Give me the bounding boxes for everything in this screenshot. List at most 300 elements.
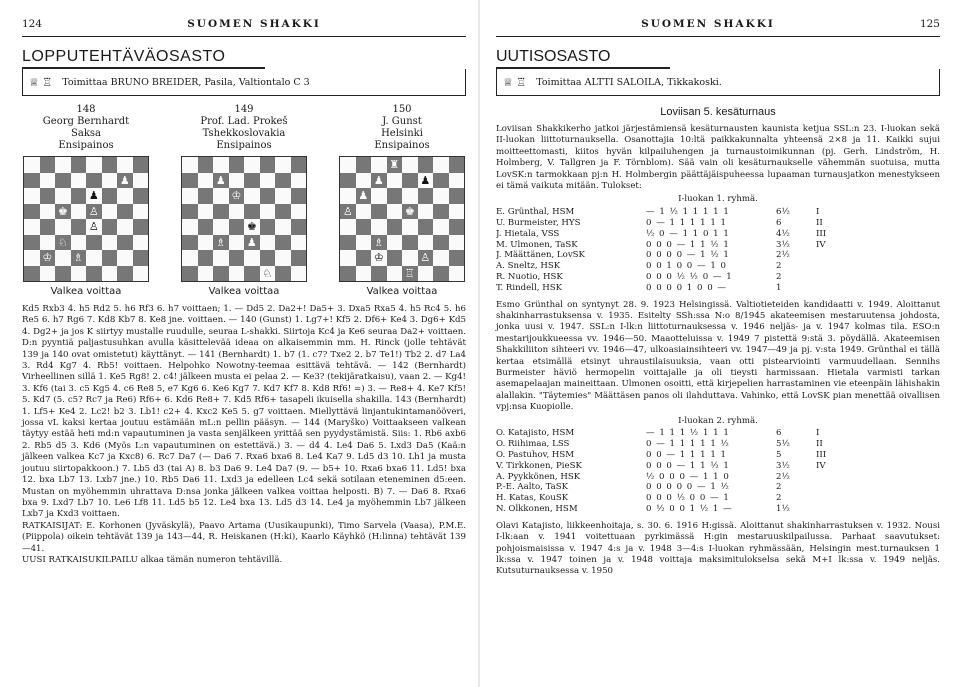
- results-table-group2: [496, 416, 940, 515]
- board-square: [260, 219, 276, 235]
- points: 2: [776, 272, 782, 283]
- board-square: [198, 188, 214, 204]
- board-square: [433, 219, 449, 235]
- chess-piece: ♜: [387, 157, 403, 173]
- article-middle: [496, 300, 940, 414]
- board-square: [133, 266, 149, 282]
- running-head-right: [496, 18, 940, 37]
- chess-piece: ♔: [40, 250, 56, 266]
- board-square: [387, 204, 403, 220]
- board-square: [71, 204, 87, 220]
- board-square: [371, 204, 387, 220]
- board-square: [102, 235, 118, 251]
- puzzle-149: [180, 104, 308, 298]
- board-square: [229, 250, 245, 266]
- table-row: [496, 261, 940, 272]
- board-square: [117, 204, 133, 220]
- board-square: [86, 173, 102, 189]
- game-results: — 1 1 1 ½ 1 1 1: [646, 428, 730, 439]
- table-row: [496, 207, 940, 218]
- board-square: [86, 266, 102, 282]
- board-square: [340, 235, 356, 251]
- running-head-left: [22, 18, 466, 37]
- board-square: [133, 173, 149, 189]
- chess-piece: ♙: [418, 250, 434, 266]
- board-square: [40, 204, 56, 220]
- board-square: [244, 173, 260, 189]
- game-results: 0 0 0 ½ ½ 0 — 1: [646, 272, 733, 283]
- board-square: [433, 250, 449, 266]
- board-square: [213, 250, 229, 266]
- table-row: [496, 229, 940, 240]
- board-square: [433, 173, 449, 189]
- board-square: [244, 250, 260, 266]
- board-square: [182, 250, 198, 266]
- new-contest-note: UUSI RATKAISUKILPAILU alkaa tämän numeron tehtävillä.: [22, 554, 283, 565]
- board-square: [244, 204, 260, 220]
- puzzle-publication: Ensipainos: [216, 140, 272, 151]
- chess-board: [23, 156, 149, 282]
- table-row: [496, 482, 940, 493]
- board-square: [102, 219, 118, 235]
- board-square: [71, 157, 87, 173]
- player-name: V. Tirkkonen, PieSK: [496, 460, 582, 471]
- game-results: ½ 0 0 0 — 1 1 0: [646, 471, 730, 482]
- chess-piece: ♗: [71, 250, 87, 266]
- board-square: [117, 266, 133, 282]
- article-intro: [496, 124, 940, 192]
- board-square: [291, 157, 307, 173]
- player-name: J. Määttänen, LovSK: [496, 250, 585, 261]
- board-square: [117, 235, 133, 251]
- group-title: I-luokan 2. ryhmä.: [678, 415, 758, 426]
- board-square: [291, 266, 307, 282]
- table-row: [496, 428, 940, 439]
- board-square: [40, 173, 56, 189]
- board-square: [356, 219, 372, 235]
- board-square: [213, 266, 229, 282]
- board-square: [229, 157, 245, 173]
- board-square: [213, 188, 229, 204]
- board-square: [71, 173, 87, 189]
- board-square: [356, 204, 372, 220]
- puzzle-stipulation: Valkea voittaa: [208, 286, 280, 297]
- table-row: [496, 250, 940, 261]
- board-square: [387, 266, 403, 282]
- board-square: [449, 204, 465, 220]
- board-square: [291, 235, 307, 251]
- placement: II: [816, 218, 823, 229]
- game-results: ½ 0 — 1 1 0 1 1: [646, 228, 730, 239]
- player-name: A. Pyykkönen, HSK: [496, 471, 581, 482]
- section-title: UUTISOSASTO: [496, 47, 670, 69]
- points: 5: [776, 450, 782, 461]
- board-square: [371, 266, 387, 282]
- board-square: [449, 173, 465, 189]
- board-square: [133, 235, 149, 251]
- chess-piece: ♖: [402, 266, 418, 282]
- board-square: [55, 219, 71, 235]
- game-results: 0 0 0 0 0 — 1 ½: [646, 482, 730, 493]
- board-square: [402, 235, 418, 251]
- board-square: [275, 157, 291, 173]
- board-square: [182, 235, 198, 251]
- puzzle-150: [338, 104, 466, 298]
- board-square: [275, 219, 291, 235]
- game-results: 0 ½ 0 0 1 ½ 1 —: [646, 504, 733, 515]
- game-results: 0 0 0 0 1 0 0 —: [646, 282, 727, 293]
- board-square: [291, 250, 307, 266]
- placement: [816, 472, 846, 483]
- points: 2½: [776, 250, 790, 261]
- board-square: [418, 204, 434, 220]
- placement: I: [816, 207, 820, 218]
- board-square: [229, 266, 245, 282]
- right-page: [480, 0, 960, 687]
- chess-piece: ♘: [55, 235, 71, 251]
- board-square: [244, 266, 260, 282]
- editor-box: [22, 69, 466, 96]
- board-square: [418, 188, 434, 204]
- board-square: [24, 157, 40, 173]
- placement: [816, 261, 846, 272]
- board-square: [24, 204, 40, 220]
- board-square: [340, 157, 356, 173]
- board-square: [71, 188, 87, 204]
- board-square: [117, 188, 133, 204]
- board-square: [260, 157, 276, 173]
- board-square: [275, 235, 291, 251]
- journal-title: SUOMEN SHAKKI: [187, 18, 321, 30]
- board-square: [449, 219, 465, 235]
- board-square: [102, 157, 118, 173]
- board-square: [229, 219, 245, 235]
- table-row: [496, 240, 940, 251]
- chess-piece: ♔: [371, 250, 387, 266]
- puzzle-stipulation: Valkea voittaa: [366, 286, 438, 297]
- chess-piece: ♟: [117, 173, 133, 189]
- board-square: [229, 235, 245, 251]
- board-square: [102, 250, 118, 266]
- board-square: [86, 235, 102, 251]
- article-end: [496, 521, 940, 578]
- board-square: [418, 157, 434, 173]
- article-title: Loviisan 5. kesäturnaus: [660, 106, 776, 118]
- chess-piece: ♙: [86, 219, 102, 235]
- board-square: [260, 204, 276, 220]
- board-square: [356, 235, 372, 251]
- solvers-paragraph: RATKAISIJAT: E. Korhonen (Jyväskylä), Paavo Artama (Uusikaupunki), Timo Sarvela (Vaasa), P.M.E. (Piippola) oikein tehtävät 139 ja 143—44, R. Heiskanen (H:ki), Kaarlo Käyhkö (H:linna) tehtävät 139—41.: [22, 520, 466, 554]
- end-paragraph: Olavi Katajisto, liikkeenhoitaja, s. 30. 6. 1916 H:gissä. Aloittanut shakinharrastuksen v. 1932. Nousi I-lk:aan v. 1941 voitettuaan pyrkimässä H:gin mestaruuskilpailussa. Parhaat saavutukset: pohjoismaisissa v. 1947 4:s ja v. 1948 3—4:s I-luokan ryhmässään, Helsingin mest.turnauksen 1 lk:ssa v. 1947 toinen ja v. 1948 voittaja maksimitulokselsa sekä M+I lk:ssa v. 1949 neljäs. Kutsuturnauksessa v. 1950: [496, 520, 940, 577]
- board-square: [213, 204, 229, 220]
- placement: [816, 493, 846, 504]
- board-square: [117, 219, 133, 235]
- board-square: [24, 235, 40, 251]
- board-square: [260, 250, 276, 266]
- board-square: [275, 250, 291, 266]
- player-name: M. Ulmonen, TaSK: [496, 239, 578, 250]
- journal-title: SUOMEN SHAKKI: [641, 18, 775, 30]
- chess-pieces-icon: ♕ ♖: [503, 75, 527, 89]
- game-results: 0 0 0 — 1 1 ½ 1: [646, 460, 730, 471]
- solutions-paragraph: Kd5 Rxb3 4. h5 Rd2 5. h6 Rf3 6. h7 voittaen; 1. — Dd5 2. Da2+! Da5+ 3. Dxa5 Rxa5 4. h5 Rc4 5. h6 Re5 6. h7 Rg6 7. Kd8 Kb7 8. Ke8 jne. voittaen. — 140 (Gunst) 1. Lg7+! Kf5 2. Df6+ Ke4 3. Dg6+ Kd5 4. Dg2+ ja jos K siirtyy mustalle ruudulle, seuraa L-shakki. Siirtoja Kc4 ja Ke6 seuraa Da2+ voittaen. D:n pyyntiä paljastusuhkan avulla käsittelevää ideaa on alkaisemmin mm. H. Rinck (jolle tehtävät 139 ja 140 ovat omistetut) käyttänyt. — 141 (Bernhardt) 1. b7 (1. c7? Txe2 2. b7 Te1!) Tb2 2. d7 La4 3. Rd4 Kg7 4. Rb5! voittaen. Helpohko Nowotny-teemaa esittävä tehtävä. — 142 (Bernhardt) Virheellinen sillä 1. Ke5 Rg8! 2. c4! jälkeen musta ei pelaa 2. — Ke3? (tekijäratkaisu), vaan 2. — Kg4! 3. Kf6 (tai 3. c5 Kg5 4. c6 Re8 5, e7 Kg6 6. Ke6 Kg7 7. Kd7 Kf7 8. Kd8 Rf6! =) 3. — Re8+ 4. Ke7 Kf5! 5. Kd7 (5. c5? Rc7 ja Re6) Rf6+ 6. Kd6 Re8+ 7. Kd5 Rf6+ tasapeli ikuisella shakilla. 143 (Bernhardt) 1. Lf5+ Ke4 2. Lc2! b2 3. Lb1! c2+ 4. Kxc2 Ke5 5. g7 voittaen. Miellyttävä linjantukintamanööveri, jossa vL kaksi kertaa joutuu estämään mL:n pellin pääsyn. — 144 (Maryško) Voittaakseen valkean täytyy estää heti md:n vapautuminen ja vasta senjälkeen yrittää sen pyydystämistä. Siis: 1. Rb6 axb6 2. Rb5 d5 3. Kd6 (Myös L:n vapautuminen on estettävä.) 3. — d4 4. Le4 Da6 5. Lxd3 Da5 (Kaä:n jälkeen valkea Kc7 ja Kxc8) 6. Rc7 Da7 (— Da6 7. Rxa6 bxa6 8. Le4 Ka7 9. Ld5 d3 10. Lh1 ja musta joutuu siirtopakkoon.) 7. Lb5 d3 (tai A) 8. b3 Da6 9. Le4 Da7 (9. — b5+ 10. Rxa6 bxa6 11. Ld5! bxa 12. bxa Lb7 13. Lxb7 jne.) 10. Rb5 Da6 11. Lxd3 ja edelleen Lc4 sekä sotilaan eteneminen d5:een. Mustan on myöhemmin uhrattava D:nsa jonka jälkeen valkea voittaa helposti. B) 7. — Da6 8. Rxa6 bxa 9. Lxd7 Lb7 10. Le6 Lf8 11. Ld5 b5 12. Le4 bxa 13. Ld5 d3 14. Le4 ja myöhemmin Lb7 jälkeen Lxb7 ja Kxd3 voittaen.: [22, 304, 466, 520]
- board-square: [55, 173, 71, 189]
- puzzle-author: J. Gunst: [382, 116, 422, 127]
- board-square: [229, 204, 245, 220]
- points: 6½: [776, 207, 790, 218]
- table-row: [496, 493, 940, 504]
- chess-piece: ♟: [244, 235, 260, 251]
- board-square: [182, 204, 198, 220]
- puzzle-number: 150: [392, 104, 412, 115]
- board-square: [198, 204, 214, 220]
- game-results: 0 0 0 ½ 0 0 — 1: [646, 493, 730, 504]
- placement: III: [816, 228, 827, 239]
- board-square: [102, 188, 118, 204]
- board-square: [40, 266, 56, 282]
- player-name: O. Katajisto, HSM: [496, 428, 575, 439]
- puzzle-author: Prof. Lad. Prokeš: [200, 116, 288, 127]
- player-name: R. Nuotio, HSK: [496, 272, 563, 283]
- game-results: — 1 ½ 1 1 1 1 1: [646, 207, 730, 218]
- points: 2: [776, 482, 782, 493]
- chess-piece: ♚: [402, 204, 418, 220]
- editor-line: Toimittaa ALTTI SALOILA, Tikkakoski.: [536, 76, 722, 88]
- board-square: [418, 266, 434, 282]
- board-square: [402, 173, 418, 189]
- points: 3½: [776, 460, 790, 471]
- board-square: [182, 157, 198, 173]
- board-square: [402, 157, 418, 173]
- placement: [816, 504, 846, 515]
- puzzle-publication: Ensipainos: [374, 140, 430, 151]
- chess-piece: ♚: [55, 204, 71, 220]
- chess-pieces-icon: ♕ ♖: [29, 75, 53, 89]
- points: 6: [776, 428, 782, 439]
- player-name: P.-E. Aalto, TaSK: [496, 482, 569, 493]
- board-square: [260, 173, 276, 189]
- board-square: [340, 266, 356, 282]
- puzzle-number: 149: [234, 104, 254, 115]
- board-square: [275, 204, 291, 220]
- board-square: [213, 219, 229, 235]
- board-square: [198, 157, 214, 173]
- table-row: [496, 461, 940, 472]
- chess-board: [339, 156, 465, 282]
- placement: IV: [816, 239, 826, 250]
- board-square: [55, 188, 71, 204]
- table-row: [496, 283, 940, 294]
- board-square: [356, 266, 372, 282]
- player-name: T. Rindell, HSK: [496, 282, 563, 293]
- group-title: I-luokan 1. ryhmä.: [678, 194, 758, 205]
- placement: III: [816, 450, 827, 461]
- points: 3½: [776, 239, 790, 250]
- chess-piece: ♟: [418, 173, 434, 189]
- board-square: [275, 188, 291, 204]
- board-square: [433, 157, 449, 173]
- board-square: [198, 173, 214, 189]
- board-square: [449, 157, 465, 173]
- results-table-group1: [496, 194, 940, 293]
- board-square: [102, 173, 118, 189]
- puzzle-publication: Ensipainos: [58, 140, 114, 151]
- game-results: 0 0 — 1 1 1 1 1: [646, 450, 727, 461]
- board-square: [182, 188, 198, 204]
- game-results: 0 0 1 0 0 — 1 0: [646, 261, 727, 272]
- board-square: [133, 157, 149, 173]
- board-square: [133, 204, 149, 220]
- board-square: [102, 204, 118, 220]
- board-square: [244, 188, 260, 204]
- board-square: [371, 219, 387, 235]
- board-square: [71, 219, 87, 235]
- board-square: [291, 219, 307, 235]
- board-square: [40, 188, 56, 204]
- board-square: [387, 219, 403, 235]
- points: 2: [776, 261, 782, 272]
- game-results: 0 0 0 0 — 1 ½ 1: [646, 250, 730, 261]
- editor-line: Toimittaa BRUNO BREIDER, Pasila, Valtiontalo C 3: [62, 76, 310, 88]
- board-square: [133, 250, 149, 266]
- board-square: [198, 219, 214, 235]
- board-square: [55, 157, 71, 173]
- board-square: [387, 235, 403, 251]
- board-square: [198, 235, 214, 251]
- board-square: [24, 219, 40, 235]
- puzzle-stipulation: Valkea voittaa: [50, 286, 122, 297]
- board-square: [260, 188, 276, 204]
- player-name: O. Pastuhov, HSM: [496, 450, 575, 461]
- board-square: [40, 219, 56, 235]
- puzzle-place: Saksa: [71, 128, 101, 139]
- board-square: [86, 250, 102, 266]
- table-row: [496, 218, 940, 229]
- placement: II: [816, 439, 823, 450]
- points: 2½: [776, 471, 790, 482]
- placement: [816, 250, 846, 261]
- board-square: [71, 266, 87, 282]
- puzzle-place: Tshekkoslovakia: [202, 128, 286, 139]
- table-row: [496, 472, 940, 483]
- board-square: [55, 250, 71, 266]
- page-number: 125: [919, 18, 940, 30]
- puzzle-148: [22, 104, 150, 298]
- chess-piece: ♙: [86, 204, 102, 220]
- board-square: [433, 204, 449, 220]
- game-results: 0 0 0 — 1 1 ½ 1: [646, 239, 730, 250]
- board-square: [244, 157, 260, 173]
- middle-paragraph: Esmo Grünthal on syntynyt 28. 9. 1923 Helsingissä. Valtiotieteiden kandidaatti v. 1949. Aloittanut shakinharrastuksensa v. 1935. Esitelty SSh:ssa N:o 8/1945 akateemisen mestaruutensa johdosta, jonka uusi v. 1947. SSL:n I-lk:n liittoturnauksessa v. 1946 neljäs- ja v. 1947 kolmas tila. ESO:n mestarijoukkueessa vv. 1946—50. Maaotteluissa v. 1949 7 pistettä 9:stä 3. pöydällä. Akateemisen Shakkiliiton sihteeri vv. 1946—47, ulkoasiainsihteeri vv. 1947—49 ja pj. v:sta 1949. Grünthal ei tällä kertaa etsimällä etsinyt uhraustilaisuuksia, vaan otti pistearviointi varmuudellaan. Sennihs Burmeister häviö hermopelin voittajalle ja oli tieysti harmissaan. Hietala varmisti tarkan asemapelaajan maineittaan. Ulmonen osoitti, että kirjepelien harrastaminen vie eteenpäin lähishakin alallakin. "Täytemies" Määttäsen panos oli ilahduttava. Vahinko, että LovSK pian menettää oivallisen vpj:nsa Kuopiolle.: [496, 299, 940, 413]
- chess-piece: ♗: [213, 235, 229, 251]
- board-square: [213, 157, 229, 173]
- board-square: [449, 235, 465, 251]
- editor-box: [496, 69, 940, 96]
- board-square: [24, 266, 40, 282]
- board-square: [229, 173, 245, 189]
- points: 1: [776, 282, 782, 293]
- table-row: [496, 504, 940, 515]
- board-square: [449, 188, 465, 204]
- board-square: [402, 188, 418, 204]
- points: 5½: [776, 439, 790, 450]
- points: 1½: [776, 504, 790, 515]
- puzzle-row: [22, 104, 466, 298]
- board-square: [291, 188, 307, 204]
- board-square: [86, 157, 102, 173]
- points: 2: [776, 493, 782, 504]
- chess-piece: ♗: [371, 235, 387, 251]
- board-square: [371, 188, 387, 204]
- puzzle-author: Georg Bernhardt: [42, 116, 130, 127]
- placement: IV: [816, 460, 826, 471]
- group2-rows: [496, 428, 940, 514]
- board-square: [371, 157, 387, 173]
- table-row: [496, 272, 940, 283]
- board-square: [387, 173, 403, 189]
- board-square: [418, 219, 434, 235]
- board-square: [198, 266, 214, 282]
- board-square: [402, 250, 418, 266]
- chess-piece: ♔: [229, 188, 245, 204]
- board-square: [55, 266, 71, 282]
- placement: I: [816, 428, 820, 439]
- placement: [816, 283, 846, 294]
- player-name: O. Riihimaa, LSS: [496, 439, 570, 450]
- solutions-text: [22, 304, 466, 566]
- board-square: [102, 266, 118, 282]
- group1-rows: [496, 207, 940, 293]
- points: 4½: [776, 228, 790, 239]
- board-square: [133, 188, 149, 204]
- board-square: [71, 235, 87, 251]
- chess-piece: ♟: [213, 173, 229, 189]
- board-square: [117, 250, 133, 266]
- page-number: 124: [22, 18, 43, 30]
- section-title: LOPPUTEHTÄVÄOSASTO: [22, 47, 265, 69]
- board-square: [356, 157, 372, 173]
- player-name: E. Grünthal, HSM: [496, 207, 575, 218]
- board-square: [24, 250, 40, 266]
- chess-piece: ♟: [356, 188, 372, 204]
- placement: [816, 482, 846, 493]
- board-square: [182, 173, 198, 189]
- game-results: 0 — 1 1 1 1 1 1: [646, 218, 727, 229]
- chess-piece: ♟: [86, 188, 102, 204]
- board-square: [340, 250, 356, 266]
- board-square: [433, 235, 449, 251]
- chess-piece: ♟: [371, 173, 387, 189]
- player-name: J. Hietala, VSS: [496, 228, 560, 239]
- board-square: [340, 188, 356, 204]
- table-row: [496, 450, 940, 461]
- player-name: H. Katas, KouSK: [496, 493, 569, 504]
- board-square: [275, 173, 291, 189]
- chess-piece: ♘: [260, 266, 276, 282]
- board-square: [433, 266, 449, 282]
- intro-paragraph: Loviisan Shakkikerho jatkoi järjestämiensä kesäturnausten kaunista ketjua SSL:n 23. I-luokan sekä II-luokan liittoturnauksella. Osanottajia 10:ltä paikkakunnalta yhteensä 2×8 ja 11. Kaikki sujui moitteettomasti, kiitos hyvän kilpailuhengen ja turnaustoimikunnan (pj. Gerh. Lindström, H. Holmberg, V. Tallgren ja F. Törnblom). Sää vain oli kesäturnaukselle vähemmän suotuisa, mutta LovSK:n tarmokkaan pj:n H. Holmbergin päättäjäispuheessa lupaaman turnausjatkon menestykseen ei tämä vaikuta mitään. Tulokset:: [496, 124, 940, 192]
- board-square: [449, 250, 465, 266]
- board-square: [418, 235, 434, 251]
- puzzle-place: Helsinki: [381, 128, 423, 139]
- board-square: [340, 173, 356, 189]
- board-square: [182, 266, 198, 282]
- chess-piece: ♚: [244, 219, 260, 235]
- chess-board: [181, 156, 307, 282]
- table-row: [496, 439, 940, 450]
- board-square: [40, 235, 56, 251]
- board-square: [275, 266, 291, 282]
